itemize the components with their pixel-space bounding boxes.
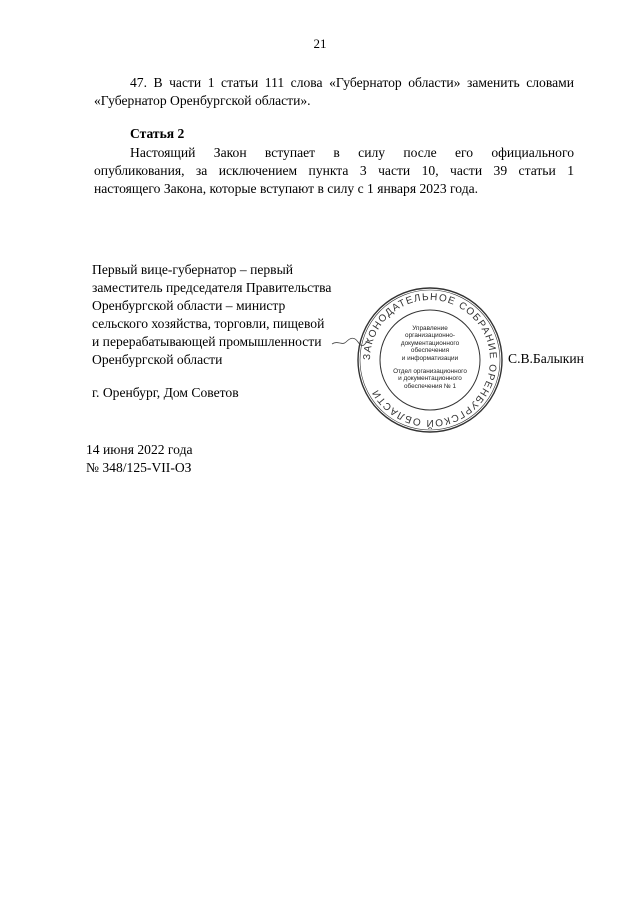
- article-2-title: Статья 2: [130, 126, 185, 141]
- signing-date: 14 июня 2022 года: [86, 442, 193, 457]
- article-2-text: [94, 144, 574, 198]
- law-number: № 348/125-VII-ОЗ: [86, 460, 192, 475]
- signer-position-line: сельского хозяйства, торговли, пищевой: [92, 316, 325, 331]
- signer-position-line: и перерабатывающей промышленности: [92, 334, 322, 349]
- stamp-inner-text: Управление организационно- документационного обеспечения и информатизации Отдел организационного и документационного обеспечения № 1: [393, 325, 467, 390]
- page-number: 21: [313, 36, 327, 51]
- article-2-line-1: Настоящий Закон вступает в силу после его официального: [130, 145, 574, 160]
- paragraph-47: [94, 74, 574, 110]
- signer-position-line: заместитель председателя Правительства: [92, 280, 332, 295]
- signing-place: г. Оренбург, Дом Советов: [92, 385, 239, 400]
- paragraph-47-line-1: 47. В части 1 статьи 111 слова «Губернатор области» заменить словами: [130, 75, 574, 90]
- stamp-ring-text: ЗАКОНОДАТЕЛЬНОЕ СОБРАНИЕ ОРЕНБУРГСКОЙ ОБЛАСТИ: [361, 291, 499, 429]
- official-stamp: [355, 285, 505, 435]
- signer-position-line: Первый вице-губернатор – первый: [92, 262, 293, 277]
- signer-position: [92, 261, 362, 369]
- paragraph-47-line-2: «Губернатор Оренбургской области».: [94, 93, 311, 108]
- signer-name: С.В.Балыкин: [508, 351, 584, 366]
- signer-position-line: Оренбургской области: [92, 352, 223, 367]
- article-2-line-2: опубликования, за исключением пункта 3 части 10, части 39 статьи 1: [94, 163, 574, 178]
- article-2-line-3: настоящего Закона, которые вступают в силу с 1 января 2023 года.: [94, 181, 479, 196]
- date-and-number: [86, 441, 193, 477]
- signer-position-line: Оренбургской области – министр: [92, 298, 286, 313]
